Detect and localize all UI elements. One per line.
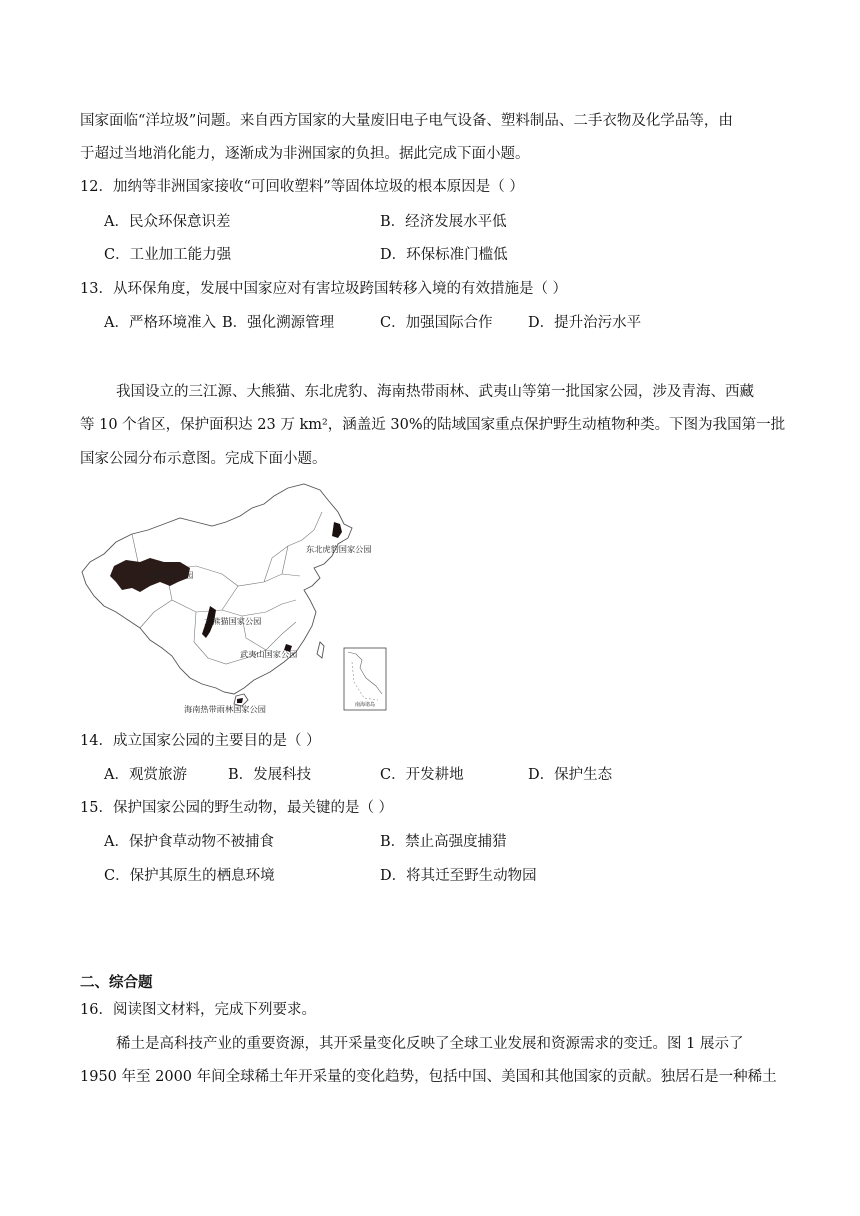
passage-line: 我国设立的三江源、大熊猫、东北虎豹、海南热带雨林、武夷山等第一批国家公园，涉及青海、西藏 [116, 384, 754, 400]
question-16-stem: 16．阅读图文材料，完成下列要求。 [80, 1002, 316, 1018]
q14-option-d: D．保护生态 [528, 767, 613, 783]
q15-option-c: C．保护其原生的栖息环境 [104, 868, 275, 884]
q13-option-a: A．严格环境准入 [104, 315, 216, 331]
label-sanjiangyuan: 三江源国家公园 [136, 570, 194, 580]
question-15-stem: 15．保护国家公园的野生动物，最关键的是（ ） [80, 800, 394, 816]
q13-option-d: D．提升治污水平 [528, 315, 642, 331]
q12-option-a: A．民众环保意识差 [104, 214, 231, 230]
q14-option-c: C．开发耕地 [380, 767, 464, 783]
label-dongbei: 东北虎豹国家公园 [306, 544, 372, 554]
passage-line: 于超过当地消化能力，逐渐成为非洲国家的负担。据此完成下面小题。 [80, 146, 530, 162]
q15-option-b: B．禁止高强度捕猎 [380, 834, 507, 850]
passage-line: 1950 年至 2000 年间全球稀土年开采量的变化趋势，包括中国、美国和其他国家的贡献。独居石是一种稀土 [80, 1069, 777, 1085]
passage-line: 稀土是高科技产业的重要资源，其开采量变化反映了全球工业发展和资源需求的变迁。图 1 展示了 [116, 1036, 744, 1052]
national-parks-map [76, 482, 394, 716]
taiwan-island [317, 642, 324, 658]
q12-option-c: C．工业加工能力强 [104, 247, 232, 263]
label-daxiongmao: 大熊猫国家公园 [204, 616, 262, 626]
section-heading: 二、综合题 [80, 974, 153, 991]
q14-option-b: B．发展科技 [228, 767, 312, 783]
passage-line: 等 10 个省区，保护面积达 23 万 km²，涵盖近 30%的陆域国家重点保护野生动植物种类。下图为我国第一批 [80, 417, 786, 433]
passage-line: 国家公园分布示意图。完成下面小题。 [80, 451, 327, 467]
passage-line: 国家面临“洋垃圾”问题。来自西方国家的大量废旧电子电气设备、塑料制品、二手衣物及化学品等，由 [80, 113, 733, 129]
q12-option-b: B．经济发展水平低 [380, 214, 507, 230]
q13-option-c: C．加强国际合作 [380, 315, 493, 331]
q15-option-a: A．保护食草动物不被捕食 [104, 834, 274, 850]
question-14-stem: 14．成立国家公园的主要目的是（ ） [80, 733, 321, 749]
label-hainan: 海南热带雨林国家公园 [184, 704, 266, 714]
label-wuyishan: 武夷山国家公园 [240, 649, 298, 659]
q14-option-a: A．观赏旅游 [104, 767, 187, 783]
south-china-sea-inset [344, 648, 386, 710]
q12-option-d: D．环保标准门槛低 [380, 247, 508, 263]
question-12-stem: 12．加纳等非洲国家接收“可回收塑料”等固体垃圾的根本原因是（ ） [80, 179, 524, 195]
q15-option-d: D．将其迁至野生动物园 [380, 868, 537, 884]
label-nanhai: 南海诸岛 [355, 702, 376, 708]
q13-option-b: B．强化溯源管理 [222, 315, 335, 331]
question-13-stem: 13．从环保角度，发展中国家应对有害垃圾跨国转移入境的有效措施是（ ） [80, 281, 568, 297]
